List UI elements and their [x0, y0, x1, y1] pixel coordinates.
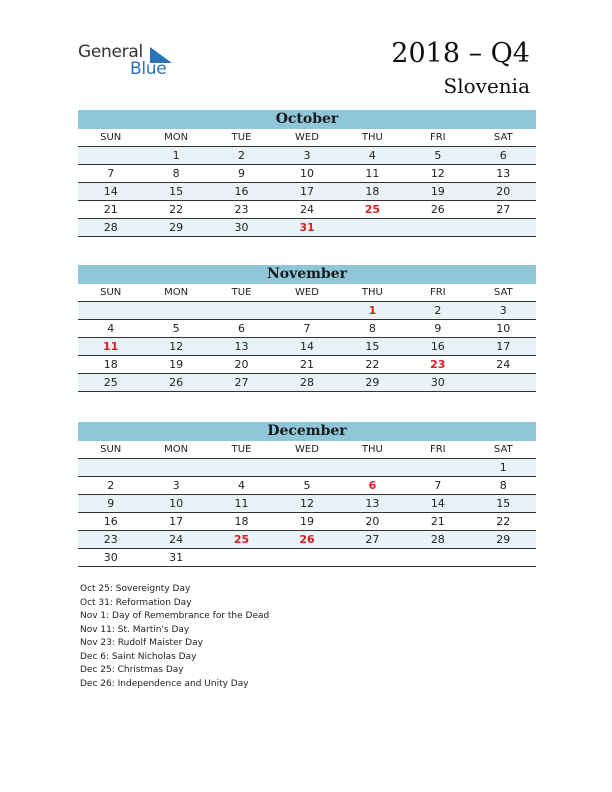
day-cell: 1	[471, 459, 536, 477]
day-cell: 13	[209, 338, 274, 356]
day-cell: 16	[78, 513, 143, 531]
day-cell: 3	[274, 147, 339, 165]
day-cell: 12	[274, 495, 339, 513]
day-cell: 23	[209, 201, 274, 219]
day-cell: 11	[340, 165, 405, 183]
day-cell: 9	[405, 320, 470, 338]
day-cell: 6	[471, 147, 536, 165]
day-cell: 5	[143, 320, 208, 338]
day-cell: 24	[274, 201, 339, 219]
day-cell	[405, 549, 470, 567]
day-cell: 6	[340, 477, 405, 495]
day-cell: 21	[274, 356, 339, 374]
month-december	[78, 422, 536, 567]
day-cell: 23	[78, 531, 143, 549]
day-cell: 27	[209, 374, 274, 392]
day-cell: 4	[340, 147, 405, 165]
weekday-label: SUN	[78, 284, 143, 302]
day-cell: 18	[78, 356, 143, 374]
day-cell: 14	[274, 338, 339, 356]
day-cell: 10	[471, 320, 536, 338]
month-october	[78, 110, 536, 237]
country-name: Slovenia	[443, 74, 530, 98]
day-cell: 14	[405, 495, 470, 513]
day-cell: 15	[340, 338, 405, 356]
day-cell: 19	[405, 183, 470, 201]
day-cell: 27	[471, 201, 536, 219]
day-cell: 16	[405, 338, 470, 356]
day-cell: 3	[143, 477, 208, 495]
weekday-label: FRI	[405, 284, 470, 302]
day-cell: 7	[274, 320, 339, 338]
day-cell: 3	[471, 302, 536, 320]
day-cell: 6	[209, 320, 274, 338]
day-cell: 22	[340, 356, 405, 374]
day-cell: 30	[78, 549, 143, 567]
weekday-header-row	[78, 129, 536, 147]
day-cell: 21	[78, 201, 143, 219]
calendar-grid	[78, 284, 536, 392]
day-cell: 25	[340, 201, 405, 219]
day-cell: 19	[274, 513, 339, 531]
day-cell: 11	[209, 495, 274, 513]
day-cell: 20	[209, 356, 274, 374]
day-cell: 26	[274, 531, 339, 549]
day-cell: 17	[274, 183, 339, 201]
calendar-grid	[78, 129, 536, 237]
day-cell: 31	[143, 549, 208, 567]
day-cell	[405, 459, 470, 477]
weekday-label: MON	[143, 284, 208, 302]
day-cell: 21	[405, 513, 470, 531]
day-cell: 15	[471, 495, 536, 513]
week-row	[78, 356, 536, 374]
weekday-label: SAT	[471, 129, 536, 147]
day-cell: 2	[405, 302, 470, 320]
day-cell: 30	[405, 374, 470, 392]
day-cell: 26	[143, 374, 208, 392]
day-cell: 11	[78, 338, 143, 356]
weekday-label: WED	[274, 129, 339, 147]
page-title: 2018 – Q4	[391, 38, 530, 69]
day-cell	[274, 459, 339, 477]
day-cell: 19	[143, 356, 208, 374]
day-cell: 27	[340, 531, 405, 549]
day-cell: 24	[471, 356, 536, 374]
week-row	[78, 477, 536, 495]
holiday-note: Nov 1: Day of Remembrance for the Dead	[80, 611, 270, 621]
logo-blue-text: Blue	[130, 59, 167, 79]
day-cell: 12	[405, 165, 470, 183]
holiday-note: Nov 11: St. Martin's Day	[80, 624, 190, 635]
weekday-label: MON	[143, 129, 208, 147]
week-row	[78, 338, 536, 356]
week-row	[78, 374, 536, 392]
day-cell: 17	[471, 338, 536, 356]
day-cell: 31	[274, 219, 339, 237]
day-cell: 8	[340, 320, 405, 338]
day-cell: 1	[143, 147, 208, 165]
weekday-label: THU	[340, 129, 405, 147]
day-cell	[78, 147, 143, 165]
day-cell	[274, 549, 339, 567]
holiday-note: Dec 25: Christmas Day	[80, 665, 184, 675]
day-cell	[405, 219, 470, 237]
week-row	[78, 531, 536, 549]
week-row	[78, 459, 536, 477]
holiday-note: Nov 23: Rudolf Maister Day	[80, 638, 203, 648]
weekday-label: TUE	[209, 284, 274, 302]
day-cell: 28	[78, 219, 143, 237]
day-cell: 28	[405, 531, 470, 549]
week-row	[78, 513, 536, 531]
holiday-note: Dec 26: Independence and Unity Day	[80, 678, 249, 689]
day-cell: 12	[143, 338, 208, 356]
weekday-label: SUN	[78, 129, 143, 147]
weekday-label: FRI	[405, 441, 470, 459]
holiday-note: Dec 6: Saint Nicholas Day	[80, 651, 197, 662]
week-row	[78, 495, 536, 513]
day-cell	[471, 549, 536, 567]
day-cell: 13	[340, 495, 405, 513]
weekday-label: WED	[274, 441, 339, 459]
day-cell: 7	[405, 477, 470, 495]
calendar-grid	[78, 441, 536, 567]
day-cell: 2	[209, 147, 274, 165]
day-cell	[143, 459, 208, 477]
week-row	[78, 549, 536, 567]
day-cell: 25	[78, 374, 143, 392]
day-cell: 20	[471, 183, 536, 201]
holiday-note: Oct 25: Sovereignty Day	[80, 584, 191, 594]
weekday-label: SUN	[78, 441, 143, 459]
week-row	[78, 219, 536, 237]
day-cell: 9	[209, 165, 274, 183]
month-november	[78, 265, 536, 392]
day-cell: 1	[340, 302, 405, 320]
day-cell	[340, 219, 405, 237]
day-cell	[274, 302, 339, 320]
day-cell: 5	[274, 477, 339, 495]
weekday-header-row	[78, 441, 536, 459]
day-cell: 8	[471, 477, 536, 495]
day-cell: 28	[274, 374, 339, 392]
day-cell	[471, 374, 536, 392]
holiday-note: Oct 31: Reformation Day	[80, 597, 192, 608]
day-cell: 8	[143, 165, 208, 183]
weekday-label: TUE	[209, 129, 274, 147]
day-cell	[209, 302, 274, 320]
weekday-label: MON	[143, 441, 208, 459]
day-cell: 2	[78, 477, 143, 495]
weekday-label: THU	[340, 441, 405, 459]
week-row	[78, 183, 536, 201]
day-cell	[340, 459, 405, 477]
day-cell	[209, 459, 274, 477]
day-cell	[209, 549, 274, 567]
day-cell: 25	[209, 531, 274, 549]
day-cell: 16	[209, 183, 274, 201]
day-cell: 20	[340, 513, 405, 531]
day-cell	[143, 302, 208, 320]
day-cell: 23	[405, 356, 470, 374]
day-cell	[340, 549, 405, 567]
day-cell: 7	[78, 165, 143, 183]
weekday-label: SAT	[471, 441, 536, 459]
day-cell: 13	[471, 165, 536, 183]
week-row	[78, 147, 536, 165]
day-cell: 10	[274, 165, 339, 183]
day-cell: 26	[405, 201, 470, 219]
weekday-header-row	[78, 284, 536, 302]
day-cell	[78, 302, 143, 320]
weekday-label: SAT	[471, 284, 536, 302]
month-title: November	[78, 265, 536, 284]
day-cell: 15	[143, 183, 208, 201]
weekday-label: THU	[340, 284, 405, 302]
day-cell: 22	[143, 201, 208, 219]
weekday-label: FRI	[405, 129, 470, 147]
holiday-notes	[80, 583, 269, 691]
day-cell: 14	[78, 183, 143, 201]
day-cell: 18	[209, 513, 274, 531]
day-cell: 5	[405, 147, 470, 165]
day-cell: 29	[340, 374, 405, 392]
day-cell: 29	[471, 531, 536, 549]
logo-general-text: General	[78, 42, 143, 62]
week-row	[78, 302, 536, 320]
day-cell: 18	[340, 183, 405, 201]
week-row	[78, 165, 536, 183]
day-cell: 4	[78, 320, 143, 338]
month-title: October	[78, 110, 536, 129]
weekday-label: TUE	[209, 441, 274, 459]
week-row	[78, 320, 536, 338]
day-cell	[78, 459, 143, 477]
month-title: December	[78, 422, 536, 441]
day-cell: 30	[209, 219, 274, 237]
generalblue-logo	[78, 42, 178, 82]
day-cell: 10	[143, 495, 208, 513]
day-cell: 22	[471, 513, 536, 531]
day-cell: 4	[209, 477, 274, 495]
day-cell	[471, 219, 536, 237]
day-cell: 29	[143, 219, 208, 237]
week-row	[78, 201, 536, 219]
day-cell: 17	[143, 513, 208, 531]
day-cell: 9	[78, 495, 143, 513]
weekday-label: WED	[274, 284, 339, 302]
day-cell: 24	[143, 531, 208, 549]
